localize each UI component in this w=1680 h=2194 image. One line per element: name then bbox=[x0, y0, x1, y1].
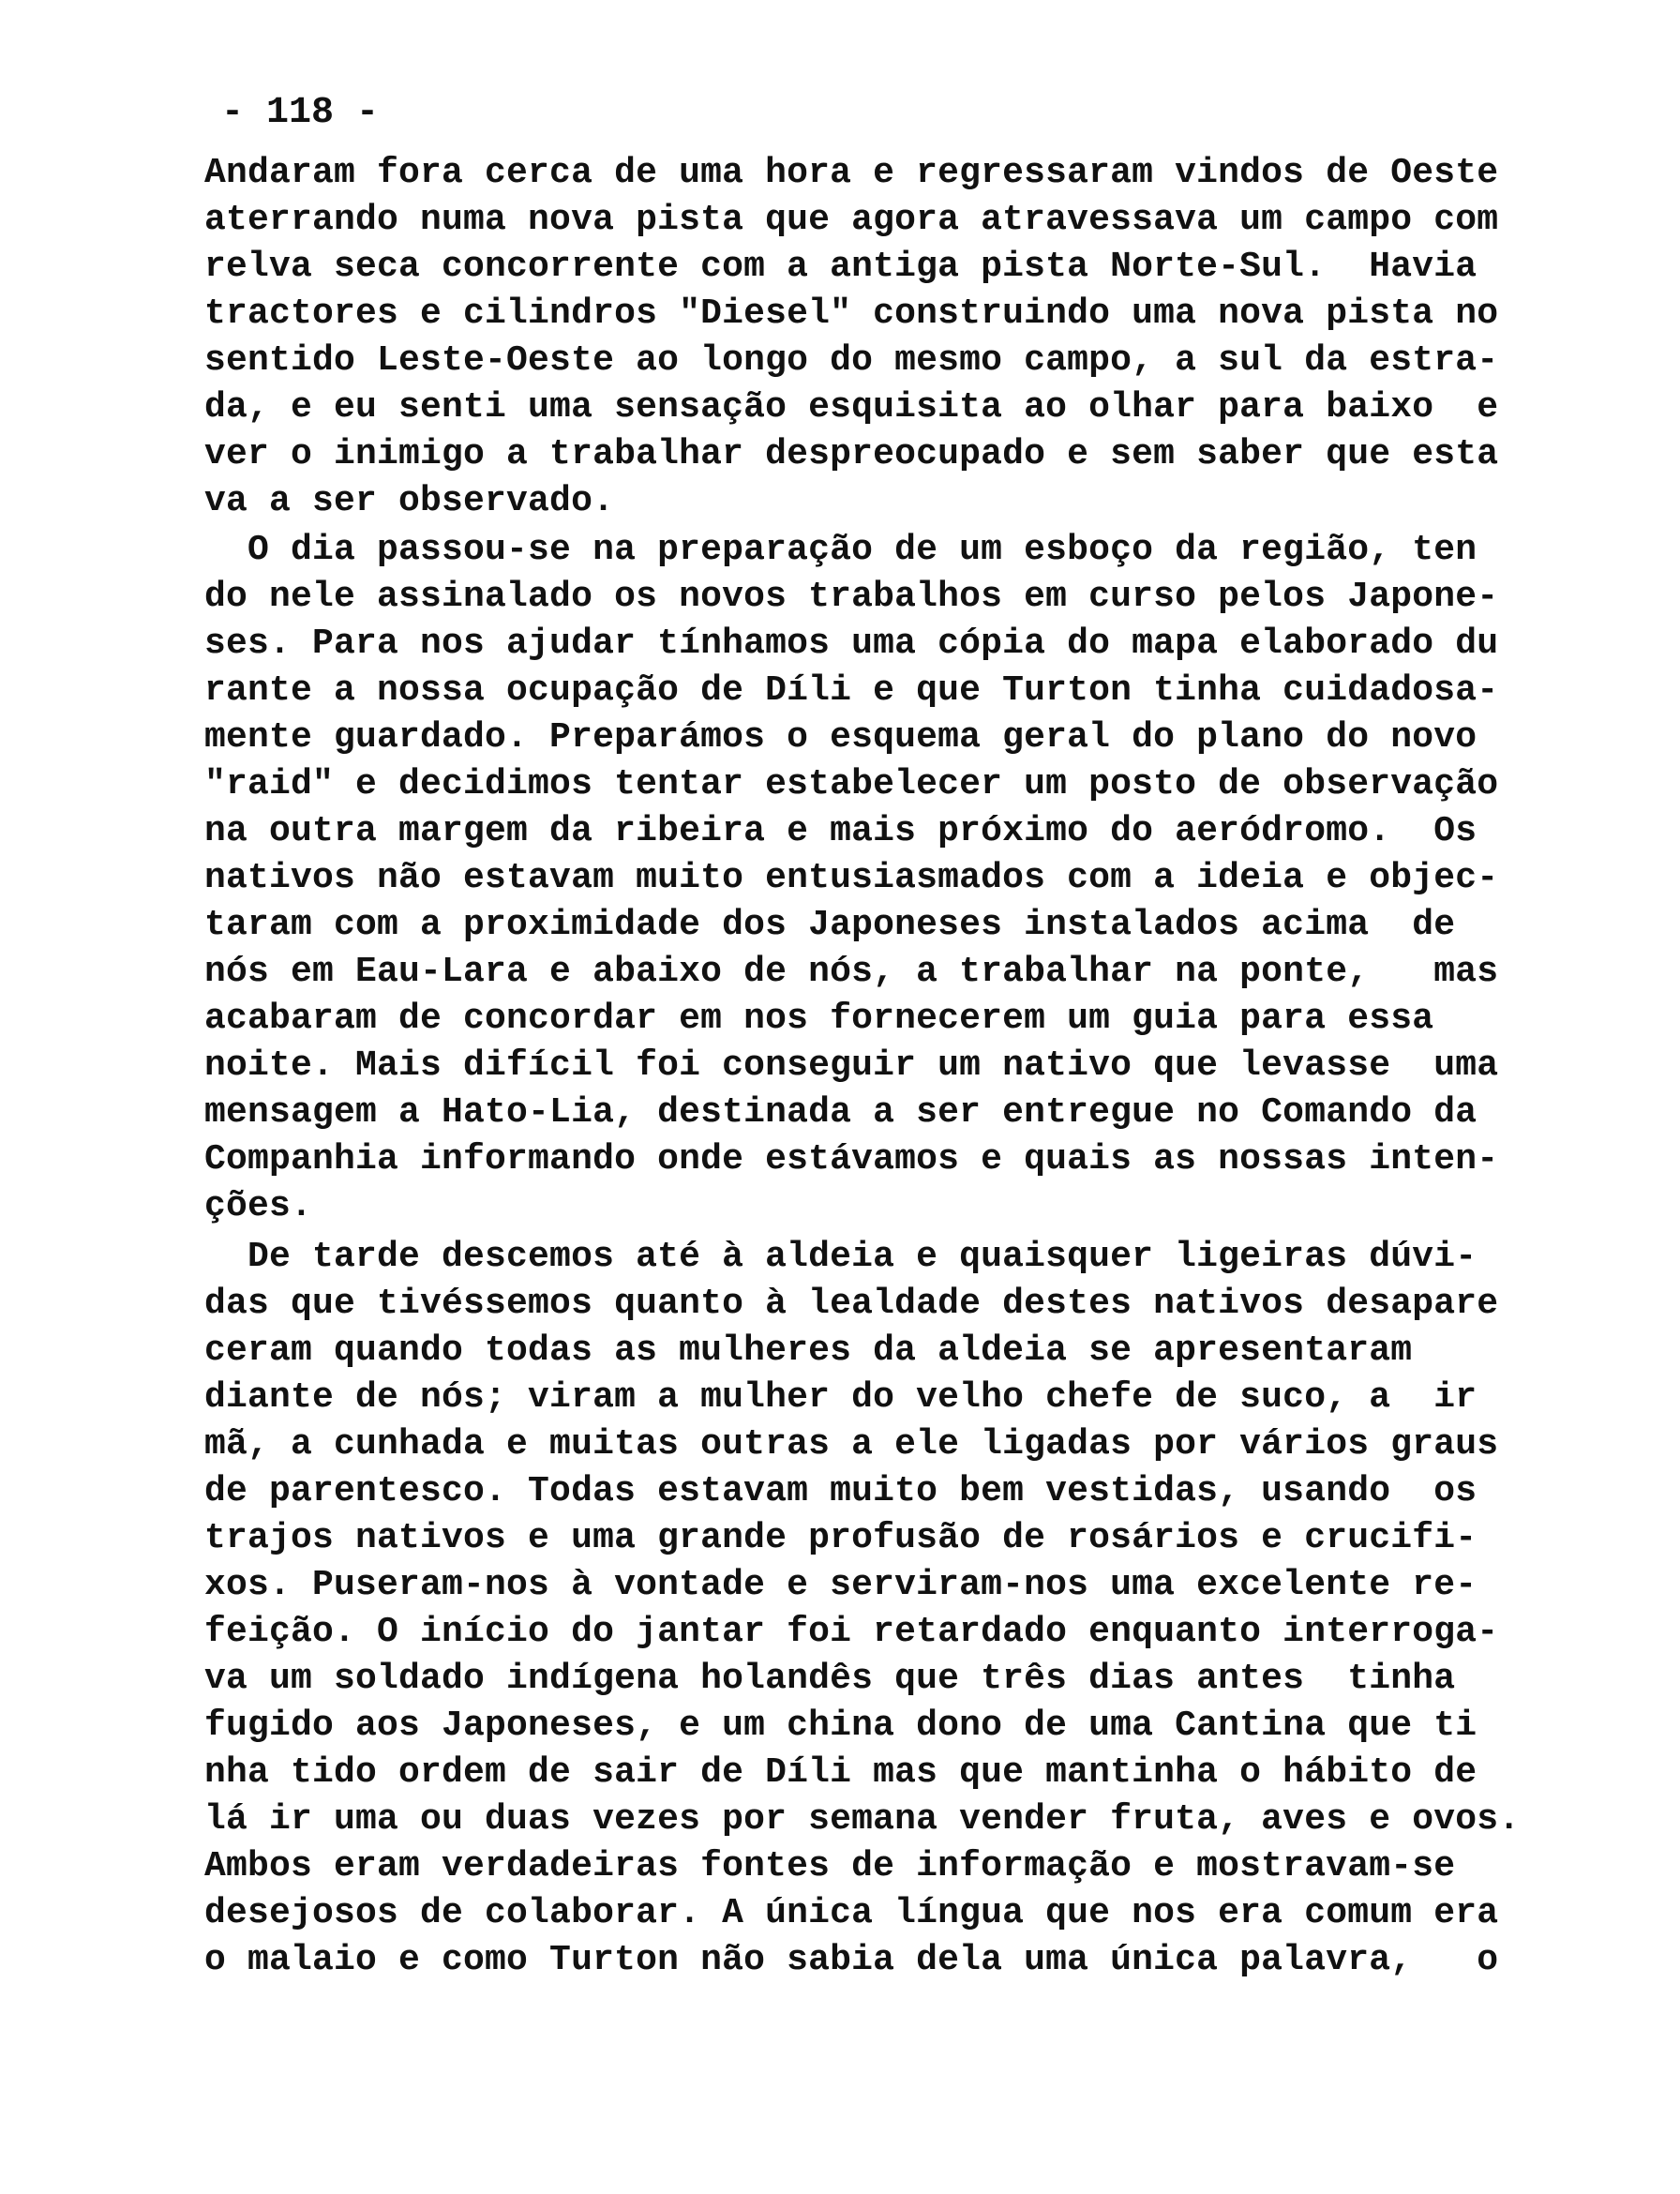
text-line: aterrando numa nova pista que agora atravessava um campo com bbox=[204, 200, 1499, 240]
text-line: mensagem a Hato-Lia, destinada a ser entregue no Comando da bbox=[204, 1092, 1478, 1133]
page-number: - 118 - bbox=[221, 92, 380, 134]
text-line: "raid" e decidimos tentar estabelecer um posto de observação bbox=[204, 764, 1499, 804]
text-line: ceram quando todas as mulheres da aldeia se apresentaram bbox=[204, 1330, 1413, 1371]
text-line: da, e eu senti uma sensação esquisita ao olhar para baixo e bbox=[204, 387, 1499, 428]
text-line: ver o inimigo a trabalhar despreocupado e sem saber que esta bbox=[204, 434, 1499, 474]
text-line: ções. bbox=[204, 1186, 313, 1226]
text-line: xos. Puseram-nos à vontade e serviram-nos uma excelente re- bbox=[204, 1565, 1478, 1605]
text-line: o malaio e como Turton não sabia dela uma única palavra, o bbox=[204, 1940, 1499, 1980]
text-line: va a ser observado. bbox=[204, 481, 615, 521]
text-line: mente guardado. Preparámos o esquema geral do plano do novo bbox=[204, 717, 1478, 758]
text-line: Companhia informando onde estávamos e quais as nossas inten- bbox=[204, 1139, 1499, 1180]
text-line: trajos nativos e uma grande profusão de rosários e crucifi- bbox=[204, 1518, 1478, 1558]
text-line: fugido aos Japoneses, e um china dono de uma Cantina que ti bbox=[204, 1706, 1478, 1746]
text-line: sentido Leste-Oeste ao longo do mesmo campo, a sul da estra- bbox=[204, 340, 1499, 381]
text-line: noite. Mais difícil foi conseguir um nativo que levasse uma bbox=[204, 1045, 1499, 1086]
text-line: feição. O início do jantar foi retardado enquanto interroga- bbox=[204, 1612, 1499, 1652]
text-line: das que tivéssemos quanto à lealdade destes nativos desapare bbox=[204, 1284, 1499, 1324]
text-line: rante a nossa ocupação de Díli e que Turton tinha cuidadosa- bbox=[204, 670, 1499, 711]
text-line: O dia passou-se na preparação de um esboço da região, ten bbox=[204, 530, 1478, 570]
text-line: taram com a proximidade dos Japoneses instalados acima de bbox=[204, 905, 1456, 945]
text-line: acabaram de concordar em nos fornecerem um guia para essa bbox=[204, 999, 1434, 1039]
text-line: desejosos de colaborar. A única língua que nos era comum era bbox=[204, 1893, 1499, 1933]
text-line: mã, a cunhada e muitas outras a ele ligadas por vários graus bbox=[204, 1424, 1499, 1465]
text-line: na outra margem da ribeira e mais próximo do aeródromo. Os bbox=[204, 811, 1478, 851]
text-line: do nele assinalado os novos trabalhos em curso pelos Japone- bbox=[204, 577, 1499, 617]
text-line: Ambos eram verdadeiras fontes de informação e mostravam-se bbox=[204, 1846, 1456, 1886]
text-line: Andaram fora cerca de uma hora e regressaram vindos de Oeste bbox=[204, 153, 1499, 193]
text-line: nativos não estavam muito entusiasmados com a ideia e objec- bbox=[204, 858, 1499, 898]
text-line: de parentesco. Todas estavam muito bem vestidas, usando os bbox=[204, 1471, 1478, 1511]
text-line: tractores e cilindros "Diesel" construindo uma nova pista no bbox=[204, 293, 1499, 334]
text-line: De tarde descemos até à aldeia e quaisquer ligeiras dúvi- bbox=[204, 1237, 1478, 1277]
text-line: relva seca concorrente com a antiga pista Norte-Sul. Havia bbox=[204, 247, 1478, 287]
text-line: lá ir uma ou duas vezes por semana vender fruta, aves e ovos. bbox=[204, 1799, 1521, 1840]
text-line: nós em Eau-Lara e abaixo de nós, a trabalhar na ponte, mas bbox=[204, 952, 1499, 992]
text-line: ses. Para nos ajudar tínhamos uma cópia do mapa elaborado du bbox=[204, 624, 1499, 664]
text-line: nha tido ordem de sair de Díli mas que mantinha o hábito de bbox=[204, 1752, 1478, 1793]
text-line: diante de nós; viram a mulher do velho chefe de suco, a ir bbox=[204, 1377, 1478, 1418]
text-line: va um soldado indígena holandês que três dias antes tinha bbox=[204, 1659, 1456, 1699]
